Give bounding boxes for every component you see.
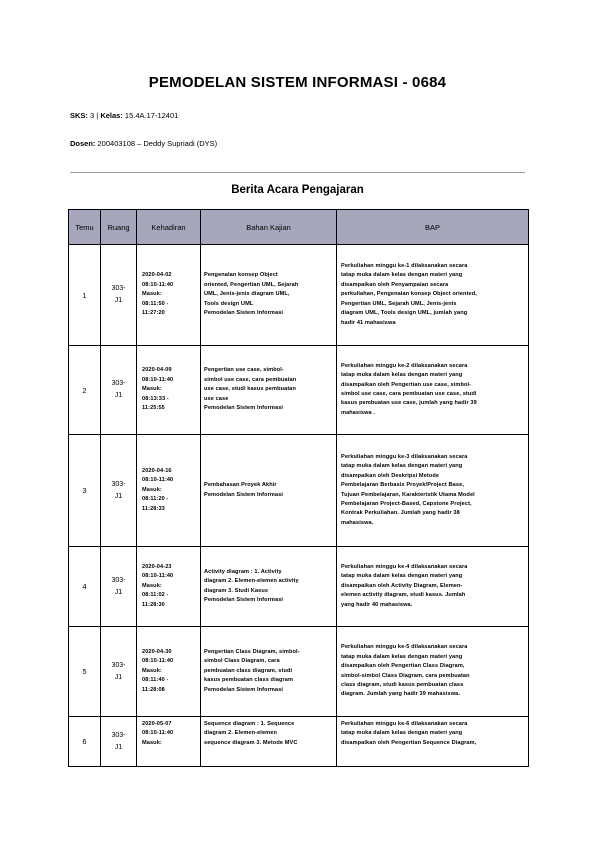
cell-ruang: 303- J1 [101, 245, 137, 346]
bahan-line: simbol Class Diagram, cara [204, 658, 280, 665]
bap-lines [341, 720, 524, 748]
bahan-line: oriented, Pengertian UML, Sejarah [204, 281, 299, 288]
bahan-line: pembuatan class diagram, studi [204, 667, 293, 674]
bap-line: elemen activity diagram, studi kasus. Jumlah [341, 592, 466, 599]
bap-line: Tujuan Pembelajaran, Karakteristik Utama Model [341, 491, 475, 498]
bap-line: Pengertian UML, Sejarah UML, Jenis-jenis [341, 300, 457, 307]
section-title: Berita Acara Pengajaran [231, 184, 364, 196]
bahan-line: diagram 2. Elemen-elemen activity [204, 578, 299, 585]
cell-ruang: 303- J1 [101, 627, 137, 717]
bap-line: kasus pembuatan use case, jumlah yang hadir 39 [341, 400, 477, 407]
bap-line: Perkuliahan minggu ke-4 dilaksanakan secara [341, 563, 468, 570]
bahan-line: use case, studi kasus pembuatan [204, 386, 297, 393]
bap-line: disampaikan oleh Pengertian Sequence Diagram, [341, 739, 477, 746]
cell-bap [337, 547, 529, 627]
bap-line: Kontrak Perkuliahan. Jumlah yang hadir 38 [341, 510, 460, 517]
bap-line: Perkuliahan minggu ke-6 dilaksanakan secara [341, 721, 468, 727]
dosen-label: Dosen: [70, 139, 96, 148]
bahan-lines [204, 720, 333, 748]
bap-line: tatap muka dalam kelas dengan materi yang [341, 730, 463, 737]
bap-line: tatap muka dalam kelas dengan materi yang [341, 372, 463, 379]
cell-bap [337, 627, 529, 717]
cell-ruang: 303- J1 [101, 547, 137, 627]
bap-line: disampaikan oleh Penyampaian secara [341, 281, 449, 288]
cell-kehadiran: 2020-04-02 08:10-11:40 Masuk: 08:11:50 - 11:27:20 [137, 245, 201, 346]
bahan-line: Pemodelan Sistem Informasi [204, 405, 284, 412]
bap-line: tatap muka dalam kelas dengan materi yang [341, 573, 463, 580]
cell-bap [337, 435, 529, 547]
cell-bahan-kajian [201, 346, 337, 435]
bahan-line: sequence diagram 3. Metode MVC [204, 739, 298, 746]
bap-line: mahasiswa . [341, 409, 376, 416]
cell-temu: 1 [69, 245, 101, 346]
kelas-label: Kelas: [100, 111, 123, 120]
header-temu: Temu [69, 210, 101, 245]
sks-label: SKS: [70, 111, 88, 120]
bap-line: Perkuliahan minggu ke-3 dilaksanakan secara [341, 453, 468, 460]
bap-line: diagram. Jumlah yang hadir 39 mahasiswa. [341, 691, 461, 698]
bap-line: perkuliahan, Pengenalan konsep Object oriented, [341, 291, 477, 298]
cell-ruang: 303- J1 [101, 717, 137, 767]
dosen-value: 200403108 – Deddy Supriadi (DYS) [97, 139, 218, 148]
bap-line: Pembelajaran Berbasis Proyek/Project Base, [341, 482, 464, 489]
table-row [69, 717, 529, 767]
table-row [69, 435, 529, 547]
bahan-line: Pengertian use case, simbol- [204, 367, 284, 374]
bahan-line: Pemodelan Sistem Informasi [204, 686, 284, 693]
bahan-line: Pengertian Class Diagram, simbol- [204, 648, 300, 655]
bap-line: diagram UML, Tools design UML, jumlah yang [341, 310, 468, 317]
table-row [69, 346, 529, 435]
bap-line: simbol-simbol Class Diagram, cara pembuatan [341, 672, 470, 679]
sks-value: 3 | [90, 111, 101, 120]
bap-line: Perkuliahan minggu ke-1 dilaksanakan secara [341, 263, 468, 270]
bap-line: tatap muka dalam kelas dengan materi yang [341, 463, 463, 470]
header-bap: BAP [337, 210, 529, 245]
bap-line: disampaikan oleh Pengertian use case, simbol- [341, 381, 472, 388]
header-bahan-kajian: Bahan Kajian [201, 210, 337, 245]
cell-bap [337, 245, 529, 346]
bap-line: disampaikan oleh Pengertian Class Diagram, [341, 663, 465, 670]
bahan-line: simbol use case, cara pembuatan [204, 376, 297, 383]
page-title: PEMODELAN SISTEM INFORMASI - 0684 [148, 74, 447, 91]
table-row [69, 245, 529, 346]
bap-line: class diagram, studi kasus pembuatan class [341, 681, 464, 688]
lecturer-meta [70, 139, 217, 148]
bahan-line: Pengenalan konsep Object [204, 272, 278, 279]
cell-kehadiran [137, 717, 201, 767]
bahan-line: Pemodelan Sistem Informasi [204, 491, 284, 498]
bap-line: yang hadir 40 mahasiswa. [341, 601, 413, 608]
divider [70, 172, 525, 173]
cell-temu: 2 [69, 346, 101, 435]
cell-bahan-kajian [201, 717, 337, 767]
bap-line: hadir 41 mahasiswa [341, 319, 396, 326]
cell-temu: 6 [69, 717, 101, 767]
cell-kehadiran: 2020-04-09 08:10-11:40 Masuk: 08:13:33 - 11:25:55 [137, 346, 201, 435]
bap-line: Perkuliahan minggu ke-5 dilaksanakan secara [341, 644, 468, 651]
kelas-value: 15.4A.17-12401 [124, 111, 179, 120]
bahan-line: diagram 2. Elemen-elemen [204, 730, 277, 737]
cell-bahan-kajian [201, 547, 337, 627]
bahan-line: Sequence diagram : 1. Sequence [204, 721, 295, 727]
cell-temu: 3 [69, 435, 101, 547]
table-row [69, 627, 529, 717]
bahan-line: use case [204, 395, 229, 402]
cell-temu: 4 [69, 547, 101, 627]
header-kehadiran: Kehadiran [137, 210, 201, 245]
bahan-line: Pemodelan Sistem Informasi [204, 310, 284, 317]
bahan-line: Tools design UML [204, 300, 254, 307]
bap-line: disampaikan oleh Deskripsi Metode [341, 472, 440, 479]
table-row [69, 547, 529, 627]
bahan-line: UML, Jenis-jenis diagram UML, [204, 291, 290, 298]
bap-line: tatap muka dalam kelas dengan materi yang [341, 653, 463, 660]
teaching-record-table [68, 209, 529, 767]
bahan-line: kasus pembuatan class diagram [204, 677, 294, 684]
table-header-row [69, 210, 529, 245]
bahan-line: Activity diagram : 1. Activity [204, 568, 282, 575]
bahan-line: Pemodelan Sistem Informasi [204, 596, 284, 603]
bap-line: disampaikan oleh Activity Diagram, Elemen- [341, 582, 463, 589]
bap-line: tatap muka dalam kelas dengan materi yang [341, 272, 463, 279]
cell-kehadiran: 2020-04-30 08:10-11:40 Masuk: 08:11:40 - 11:28:08 [137, 627, 201, 717]
bap-line: Perkuliahan minggu ke-2 dilaksanakan secara [341, 362, 468, 369]
kehadiran-text: 2020-05-07 08:10-11:40 Masuk: [142, 721, 174, 746]
cell-kehadiran: 2020-04-16 08:10-11:40 Masuk: 08:11:20 - 11:28:33 [137, 435, 201, 547]
cell-bap [337, 717, 529, 767]
header-ruang: Ruang [101, 210, 137, 245]
bahan-line: diagram 3. Studi Kasus [204, 587, 269, 594]
cell-bahan-kajian [201, 435, 337, 547]
bahan-line: Pembahasan Proyek Akhir [204, 482, 277, 489]
cell-temu: 5 [69, 627, 101, 717]
bap-line: simbol use case, cara pembuatan use case, studi [341, 391, 477, 397]
bap-line: Pembelajaran Project-Based, Capstone Project, [341, 500, 472, 507]
cell-kehadiran: 2020-04-23 08:10-11:40 Masuk: 08:11:02 - 11:28:30 [137, 547, 201, 627]
bap-line: mahasiswa. [341, 519, 374, 526]
cell-bahan-kajian [201, 627, 337, 717]
cell-ruang: 303- J1 [101, 346, 137, 435]
cell-ruang: 303- J1 [101, 435, 137, 547]
cell-bap [337, 346, 529, 435]
course-meta [70, 111, 178, 120]
cell-bahan-kajian [201, 245, 337, 346]
